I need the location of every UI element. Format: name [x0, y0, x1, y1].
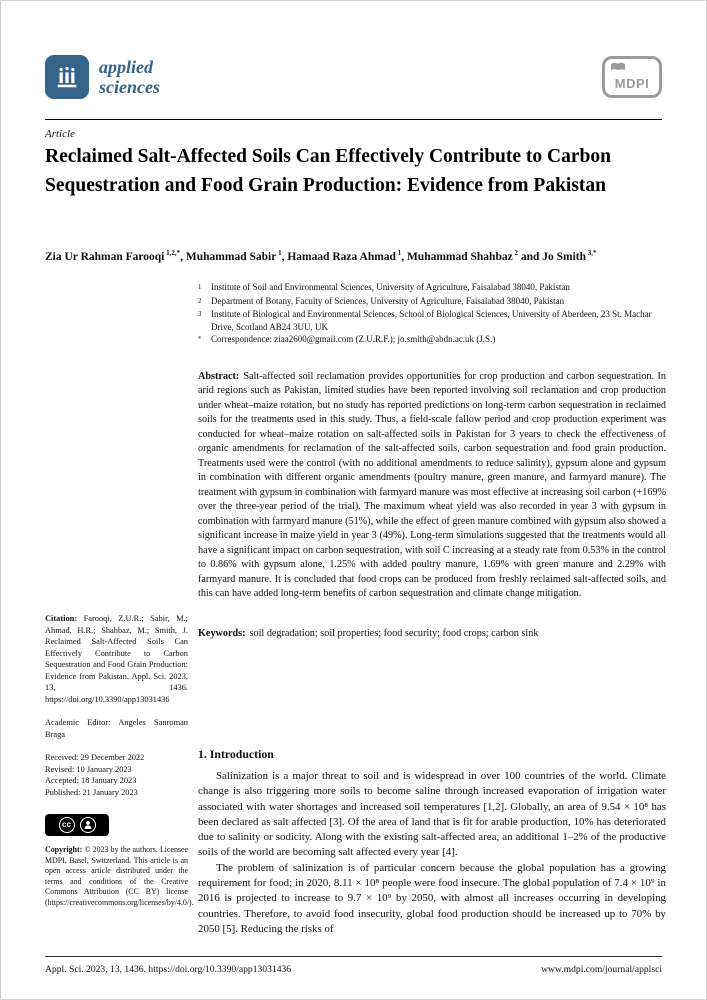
keywords-label: Keywords:	[198, 627, 246, 639]
date-row	[45, 752, 188, 764]
footer-citation	[45, 964, 291, 975]
author-name: Muhammad Sabir	[185, 250, 277, 263]
article-title: Reclaimed Salt-Affected Soils Can Effectively Contribute to Carbon Sequestration and Food Grain Production: Evidence from Pakistan	[45, 146, 611, 196]
mdpi-wordmark: MDPI	[614, 76, 650, 91]
citation-text: Farooqi, Z.U.R.; Sabir, M.; Ahmad, H.R.; Shahbaz, M.; Smith, J. Reclaimed Salt-Affected Soils Can Effectively Contribute to Carbon Sequestration and Food Grain Production: Evidence from Pakistan. Appl. Sci. 2023, 13, 1436.	[45, 614, 189, 692]
citation-block	[45, 613, 188, 705]
author-name: Hamaad Raza Ahmad	[287, 250, 396, 263]
correspondence-email-2[interactable]: jo.smith@abdn.ac.uk	[397, 334, 475, 345]
correspondence-suffix: (J.S.)	[474, 334, 496, 345]
author-name: Zia Ur Rahman Farooqi	[45, 250, 165, 263]
header	[45, 53, 662, 101]
correspondence-email-1[interactable]: ziaa2600@gmail.com	[274, 334, 354, 345]
correspondence-row	[198, 333, 666, 347]
copyright-text: © 2023 by the authors. Licensee MDPI, Basel, Switzerland. This article is an open access article distributed under the terms and conditions of the Creative Commons Attribution (CC BY) license (https://creativecommons.org/licenses/by/4.0/).	[45, 845, 194, 907]
author-line	[45, 246, 662, 265]
footer-doi-link[interactable]: https://doi.org/10.3390/app13031436	[148, 964, 292, 975]
date-value: 10 January 2023	[76, 764, 132, 774]
academic-editor-label: Academic Editor:	[45, 718, 111, 727]
affiliation-row	[198, 295, 666, 309]
date-value: 21 January 2023	[82, 787, 138, 797]
page-footer	[45, 956, 662, 975]
abstract-text: Salt-affected soil reclamation provides opportunities for crop production and carbon sequestration. In arid regions such as Pakistan, limited studies have been reported involving soil reclamation and crop production under wheat–maize rotation, but no study has reported predictions on long-term carbon sequestration in reclaimed soils for the treatments used in this study. Thus, a field-scale fallow period and crop production experiment was conducted for wheat–maize rotation on salt-affected soils in Pakistan for 3 years to check the effectiveness of organic amendments for reclamation of the salt-affected soils, carbon sequestration and food grain production. Treatments used were the control (with no additional amendments to reduce salinity), gypsum alone and gypsum in combination with different organic amendments (poultry manure, green manure, and farmyard manure). The treatment with gypsum in combination with farmyard manure was most effective at increasing soil carbon (+169% over the three-year period of the trial). The maximum wheat yield was also recorded in year 3 with gypsum in combination with farmyard manure (51%), while the effect of green manure combined with gypsum also showed a significant increase in maize yield in year 3 (49%). Long-term simulations suggested that the treatments would all have a significant impact on carbon sequestration, with soil C increasing at a steady rate from 0.53% in the control to 0.86% with gypsum alone, 1.25% with added poultry manure, 1.69% with green manure and 2.29% with farmyard manure. It is concluded that food crops can be produced from freshly reclaimed salt-affected soils, and this can have added long-term benefits of carbon sequestration and climate change mitigation.	[198, 370, 667, 600]
article-body	[198, 747, 666, 937]
author-name: Jo Smith	[542, 250, 587, 263]
author-affiliation-sup: 1	[276, 249, 282, 257]
date-label: Accepted:	[45, 776, 79, 785]
date-value: 18 January 2023	[81, 776, 137, 785]
affiliation-marker: 2	[198, 297, 202, 305]
header-rule	[45, 119, 662, 120]
date-label: Published:	[45, 787, 81, 797]
affiliation-row	[198, 281, 666, 295]
author-separator: and	[517, 250, 543, 263]
footer-journal-citation: Appl. Sci. 2023, 13, 1436.	[45, 964, 147, 975]
author-affiliation-sup: 1,2,*	[164, 249, 181, 257]
affiliation-row	[198, 308, 666, 333]
body-paragraph: The problem of salinization is of particular concern because the global population has a growing requirement for food; in 2020, 8.11 × 10⁸ people were food insecure. The global population of 7.4 × 10⁹ in 2016 is projected to increase to 9.7 × 10⁹ by 2050, with almost all increases occurring in developing countries. Therefore, to avoid food insecurity, global food production should be increased up to 70% by 2050 [5]. Reducing the risks of	[198, 861, 666, 935]
keywords-text: soil degradation; soil properties; food security; food crops; carbon sink	[249, 627, 539, 639]
journal-name-line2: sciences	[99, 77, 160, 97]
correspondence-prefix: Correspondence:	[211, 334, 275, 345]
author-separator: ,	[401, 250, 407, 263]
author-affiliation-sup: 3,*	[586, 249, 597, 257]
mdpi-logo	[602, 56, 662, 98]
citation-doi-link[interactable]: https://doi.org/10.3390/app13031436	[45, 694, 170, 704]
academic-editor-block	[45, 717, 188, 740]
affiliation-text: Institute of Biological and Environmental Sciences, School of Biological Sciences, University of Aberdeen, 23 St. Machar Drive, Scotland AB24 3UU, UK	[211, 309, 652, 332]
date-label: Received:	[45, 753, 79, 762]
body-paragraph: Salinization is a major threat to soil and is widespread in over 100 countries of the world. Climate change is also triggering more soils to become saline through increased evaporation of irrigation water associated with water shortages and increased soil temperatures [1,2]. Globally, an area of 9.54 × 10⁸ has been declared as salt affected [3]. Of the area of land that is fit for arable production, 10% has deteriorated due to salinity or sodicity. Along with the existing salt-affected area, an additional 1–2% of the productive soils of the world are becoming salt affected every year [4].	[198, 770, 666, 859]
copyright-block	[45, 845, 194, 908]
correspondence-mid: (Z.U.R.F.);	[353, 334, 398, 345]
footer-journal-url[interactable]: www.mdpi.com/journal/applsci	[541, 964, 662, 975]
author-name: Muhammad Shahbaz	[406, 250, 513, 263]
section-heading: 1. Introduction	[198, 747, 274, 761]
journal-name	[99, 57, 160, 97]
date-value: 29 December 2022	[80, 753, 145, 762]
affiliation-marker: 1	[198, 284, 202, 291]
abstract-label: Abstract:	[198, 370, 240, 382]
author-affiliation-sup: 2	[512, 249, 518, 257]
academic-editor-name: Angeles Sanroman Braga	[45, 718, 188, 739]
author-separator: ,	[180, 250, 186, 263]
keywords	[198, 627, 666, 642]
correspondence-marker: *	[198, 336, 202, 344]
affiliation-text: Institute of Soil and Environmental Sciences, University of Agriculture, Faisalabad 38040, Pakistan	[211, 282, 570, 292]
cc-icon: cc	[59, 817, 75, 833]
article-type-label: Article	[45, 128, 75, 140]
sidebar	[45, 613, 194, 908]
correspondence-text	[211, 333, 666, 347]
cc-by-license-badge[interactable]	[45, 814, 109, 836]
applied-sciences-logo-icon	[45, 55, 89, 99]
copyright-label: Copyright:	[45, 845, 83, 854]
abstract	[198, 370, 666, 602]
by-person-icon	[80, 817, 96, 833]
author-affiliation-sup: 1	[395, 249, 402, 257]
affiliation-marker: 3	[198, 311, 202, 319]
affiliation-list	[198, 281, 666, 347]
author-separator: ,	[281, 250, 288, 263]
date-row	[45, 764, 188, 776]
journal-logo	[45, 55, 160, 99]
affiliation-text: Department of Botany, Faculty of Sciences, University of Agriculture, Faisalabad 38040, Pakistan	[211, 295, 565, 306]
mdpi-logo-glyph-icon	[610, 62, 626, 71]
date-row	[45, 775, 188, 787]
citation-label: Citation:	[45, 614, 78, 623]
front-matter-column	[198, 281, 666, 641]
history-dates-block	[45, 752, 188, 798]
date-row	[45, 787, 188, 799]
journal-name-line1: applied	[99, 57, 153, 77]
date-label: Revised:	[45, 764, 75, 774]
